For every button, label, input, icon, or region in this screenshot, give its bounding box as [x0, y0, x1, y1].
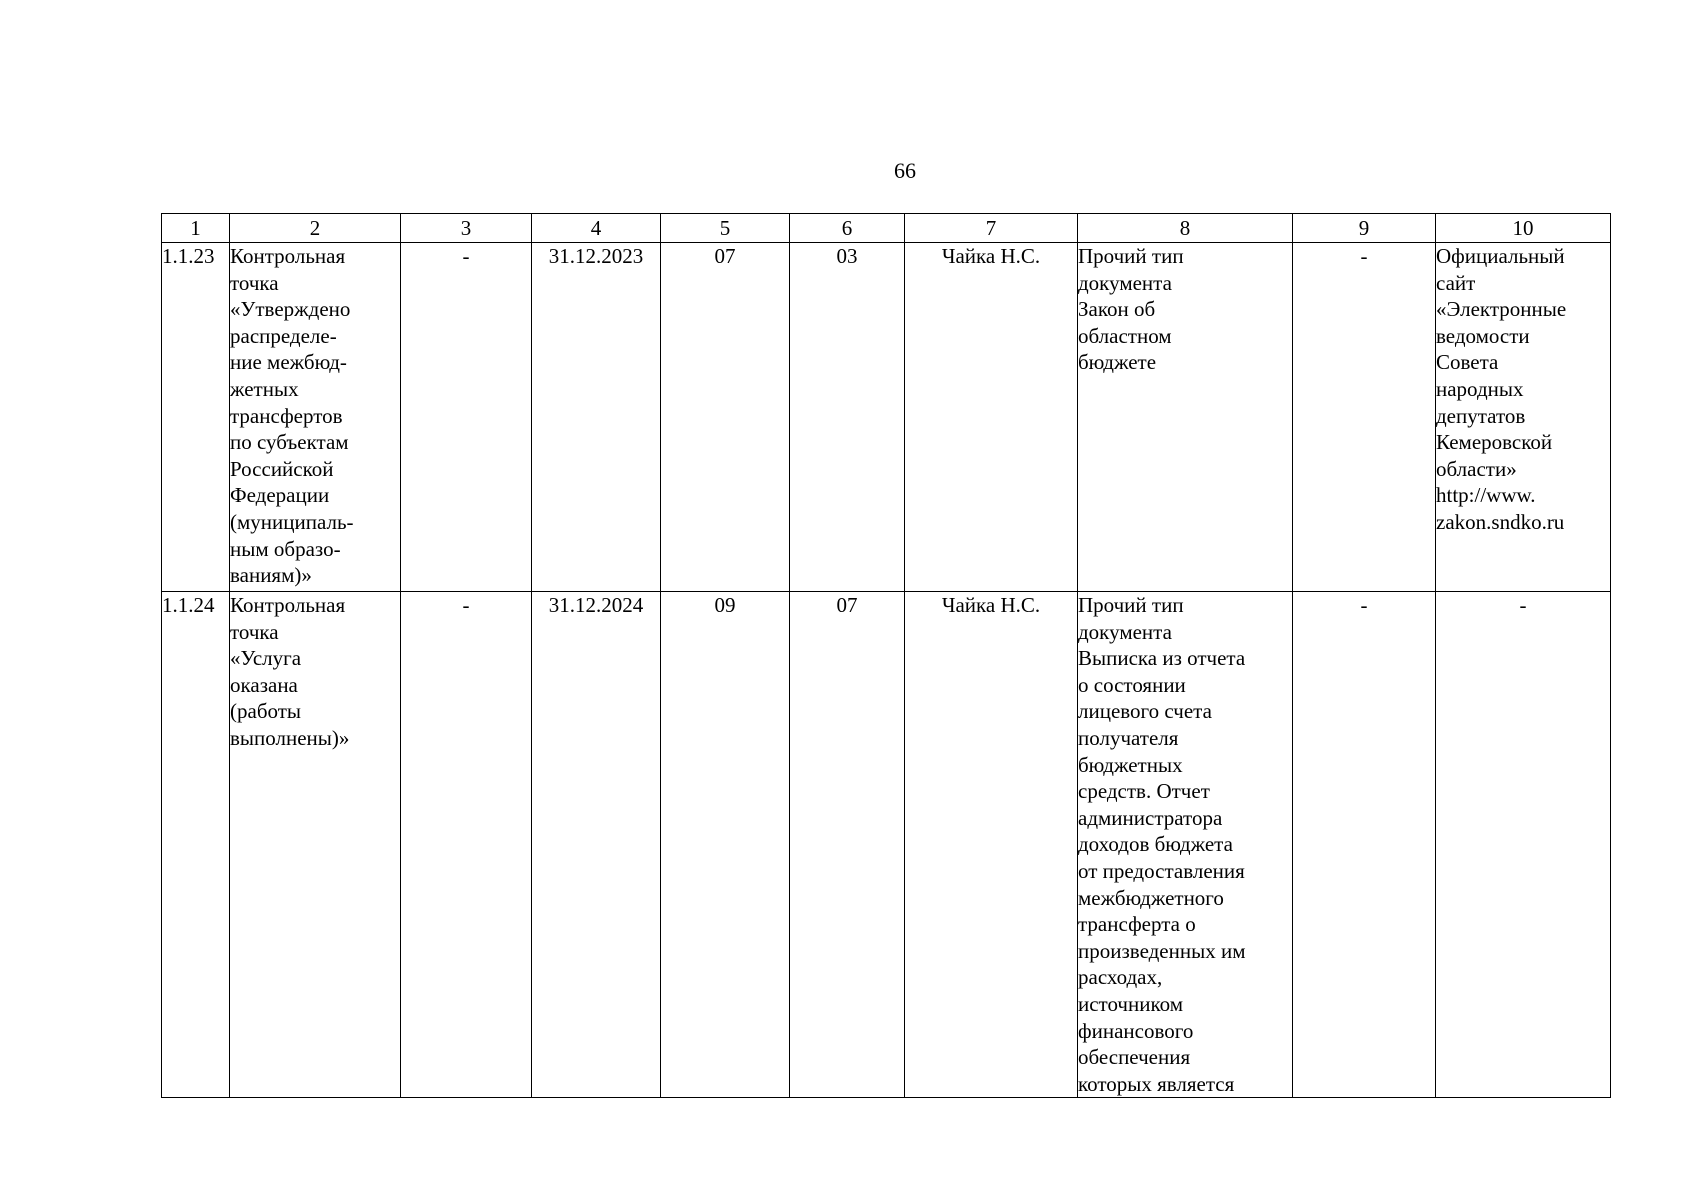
column-5-cell	[661, 592, 790, 1098]
row-number-cell	[162, 592, 230, 1098]
column-9-value: -	[1360, 593, 1368, 617]
table-row	[162, 243, 1611, 592]
column-3-value: -	[462, 593, 470, 617]
table-row	[162, 592, 1611, 1098]
page-number: 66	[894, 158, 916, 183]
column-header-4: 4	[532, 214, 661, 243]
column-header-2: 2	[230, 214, 401, 243]
column-9-cell	[1293, 592, 1436, 1098]
column-6-cell	[790, 243, 905, 592]
column-header-9: 9	[1293, 214, 1436, 243]
table-header-row	[162, 214, 1611, 243]
document-type-cell	[1078, 243, 1293, 592]
column-9-value: -	[1360, 244, 1368, 268]
row-number-cell	[162, 243, 230, 592]
column-header-5: 5	[661, 214, 790, 243]
column-6-value: 07	[836, 593, 858, 617]
date-value: 31.12.2024	[548, 593, 644, 617]
column-header-6: 6	[790, 214, 905, 243]
date-value: 31.12.2023	[548, 244, 644, 268]
source-text: Официальный сайт «Электронные ведомости Совета народных депутатов Кемеровской области» http://www. zakon.sndko.ru	[1436, 244, 1567, 534]
control-point-name-cell	[230, 243, 401, 592]
column-header-1: 1	[162, 214, 230, 243]
control-point-name: Контрольная точка «Утверждено распределе- ние межбюд- жетных трансфертов по субъектам Российской Федерации (муниципаль- ным образо- ваниям)»	[230, 244, 354, 588]
source-text: -	[1519, 593, 1527, 617]
column-header-7: 7	[905, 214, 1078, 243]
column-5-value: 07	[714, 244, 736, 268]
column-6-cell	[790, 592, 905, 1098]
date-cell	[532, 592, 661, 1098]
control-point-name: Контрольная точка «Услуга оказана (работы выполнены)»	[230, 593, 350, 750]
control-points-table	[161, 213, 1611, 1098]
document-type: Прочий тип документа Выписка из отчета о состоянии лицевого счета получателя бюджетных средств. Отчет администратора доходов бюджета от предоставления межбюджетного трансферта о произведенных им расходах, источником финансового обеспечения которых является	[1078, 593, 1246, 1096]
responsible-person: Чайка Н.С.	[941, 593, 1041, 617]
responsible-person: Чайка Н.С.	[941, 244, 1041, 268]
column-header-10: 10	[1436, 214, 1611, 243]
document-type-cell	[1078, 592, 1293, 1098]
column-header-3: 3	[401, 214, 532, 243]
column-6-value: 03	[836, 244, 858, 268]
responsible-cell	[905, 243, 1078, 592]
date-cell	[532, 243, 661, 592]
row-number: 1.1.24	[162, 593, 215, 617]
document-type: Прочий тип документа Закон об областном бюджете	[1078, 244, 1184, 375]
source-cell	[1436, 592, 1611, 1098]
column-header-8: 8	[1078, 214, 1293, 243]
column-3-cell	[401, 243, 532, 592]
row-number: 1.1.23	[162, 244, 215, 268]
column-3-cell	[401, 592, 532, 1098]
control-point-name-cell	[230, 592, 401, 1098]
column-3-value: -	[462, 244, 470, 268]
column-9-cell	[1293, 243, 1436, 592]
responsible-cell	[905, 592, 1078, 1098]
source-cell	[1436, 243, 1611, 592]
column-5-value: 09	[714, 593, 736, 617]
column-5-cell	[661, 243, 790, 592]
